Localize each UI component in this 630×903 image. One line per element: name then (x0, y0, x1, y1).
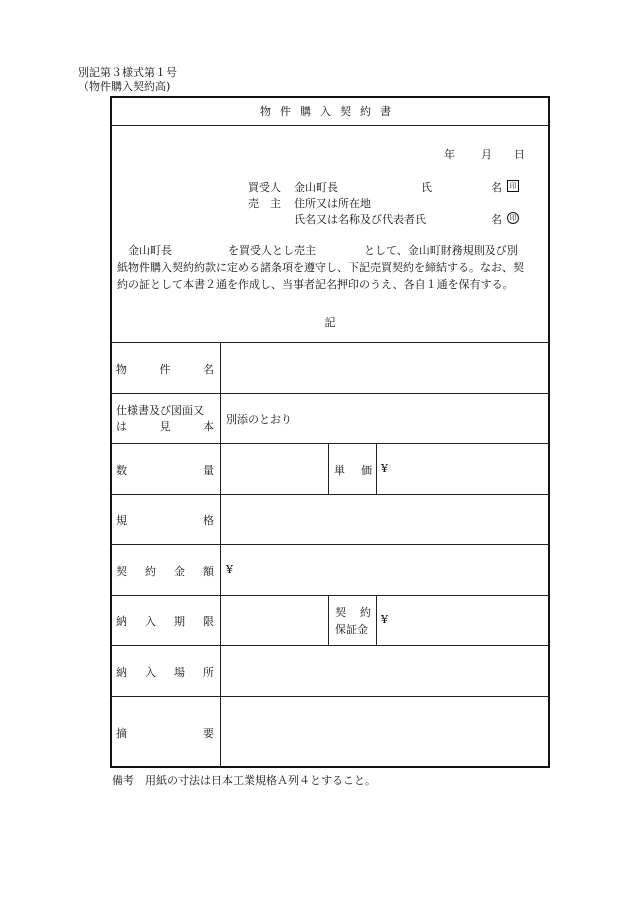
row-divider (110, 696, 550, 697)
buyer-seal-mark: 印 (507, 180, 519, 192)
remarks-label: 摘 要 (116, 727, 214, 740)
title-divider (110, 125, 550, 126)
spec-value: 別添のとおり (226, 413, 292, 426)
deadline-deposit-divider (328, 595, 329, 645)
date-month: 月 (481, 148, 492, 161)
row-divider (110, 443, 550, 444)
seller-seal-mark: 印 (507, 212, 519, 224)
row-divider (110, 393, 550, 394)
delivery-deadline-label: 納 入 期 限 (116, 615, 214, 628)
unit-price-value: ¥ (381, 462, 388, 475)
contract-amount-label: 契 約 金 額 (116, 565, 214, 578)
deposit-value: ¥ (381, 613, 388, 626)
contract-amount-value: ¥ (226, 563, 233, 576)
contract-paragraph (117, 242, 545, 293)
buyer-role: 買受人 (248, 181, 281, 194)
form-label (78, 66, 177, 94)
row-divider (110, 595, 550, 596)
ki-heading: 記 (324, 316, 336, 329)
form-number: 別記第３様式第１号 (78, 66, 177, 79)
quantity-label: 数 量 (116, 464, 214, 477)
standard-label: 規 格 (116, 514, 214, 527)
buyer-name: 金山町長 (294, 181, 338, 194)
buyer-name-suffix-1: 氏 (421, 181, 432, 194)
row-divider (110, 494, 550, 495)
row-divider (110, 645, 550, 646)
footer-note: 備考 用紙の寸法は日本工業規格Ａ列４とすること。 (112, 774, 376, 787)
deposit-label-divider (376, 595, 377, 645)
item-name-label: 物 件 名 (116, 363, 214, 376)
header-divider (110, 342, 550, 343)
seller-address-label: 住所又は所在地 (294, 197, 371, 210)
spec-label-line-2: は 見 本 (116, 420, 214, 433)
deposit-label-line-1: 契 約 (335, 606, 371, 619)
seller-role: 売 主 (248, 197, 281, 210)
row-divider (110, 544, 550, 545)
document-title: 物件購入契約書 (260, 105, 400, 118)
seller-name-label: 氏名又は名称及び代表者氏 (294, 213, 426, 226)
paragraph-line-3: 約の証として本書２通を作成し、当事者記名押印のうえ、各自１通を保有する。 (117, 278, 514, 291)
spec-label-line-1: 仕様書及び図面又 (116, 404, 204, 417)
date-year: 年 (444, 148, 455, 161)
paragraph-buyer: 金山町長 (128, 244, 172, 257)
buyer-name-suffix-2: 名 (491, 181, 502, 194)
delivery-place-label: 納 入 場 所 (116, 666, 214, 679)
deposit-label-line-2: 保証金 (335, 623, 368, 636)
quantity-price-divider (328, 443, 329, 494)
form-subtitle: （物件購入契約高) (78, 80, 171, 93)
unit-price-label: 単 価 (334, 464, 372, 477)
paragraph-line-2: 紙物件購入契約約款に定める諸条項を遵守し、下記売買契約を締結する。なお、契 (117, 261, 524, 274)
seller-name-suffix: 名 (491, 213, 502, 226)
price-label-divider (376, 443, 377, 494)
paragraph-line-1: 金山町長 を買受人とし売主 として、金山町財務規則及び別 (117, 242, 545, 259)
label-column-divider (220, 342, 221, 767)
date-day: 日 (514, 148, 525, 161)
